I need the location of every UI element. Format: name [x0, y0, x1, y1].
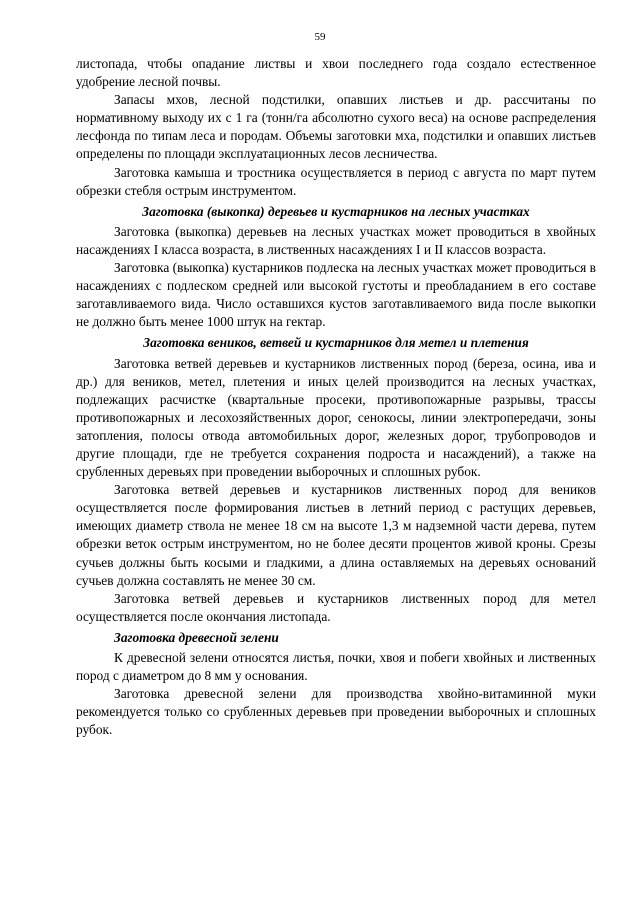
paragraph-moss-reserves: Запасы мхов, лесной подстилки, опавших листьев и др. рассчитаны по нормативному выходу их с 1 га (тонн/га абсолютно сухого веса) на основе распределения лесфонда по типам леса и породам. Объемы заготовки мха, подстилки и опавших листьев определены по площади эксплуатационных лесов лесничества. [76, 92, 596, 162]
page-number: 59 [314, 31, 326, 43]
paragraph-branch-harvest: Заготовка ветвей деревьев и кустарников лиственных пород (береза, осина, ива и др.) для веников, метел, плетения и иных целей производится на лесных участках, подлежащих расчистке (квартальные просеки, противопожарные разрывы, трассы противопожарных и лесохозяйственных дорог, сенокосы, линии электропередачи, зоны затопления, полосы отвода автомобильных дорог, железных дорог, трубопроводов и другие площади, где не требуется сохранения подроста и насаждений), а также на срубленных деревьях при проведении выборочных и сплошных рубок. [76, 355, 596, 480]
document-body [76, 55, 596, 739]
paragraph-shrub-digging: Заготовка (выкопка) кустарников подлеска на лесных участках может проводиться в насаждениях с подлеском средней или высокой густоты и преобладанием в его составе заготавливаемого вида. Число оставшихся кустов заготавливаемого вида после выкопки не должно быть менее 1000 штук на гектар. [76, 260, 596, 330]
paragraph-greenery-definition: К древесной зелени относятся листья, почки, хвоя и побеги хвойных и лиственных пород с диаметром до 8 мм у основания. [76, 650, 596, 684]
paragraph-continuation: листопада, чтобы опадание листвы и хвои последнего года создало естественное удобрение лесной почвы. [76, 56, 596, 90]
paragraph-tree-digging: Заготовка (выкопка) деревьев на лесных участках может проводиться в хвойных насаждениях I класса возраста, в лиственных насаждениях I и II классов возраста. [76, 223, 596, 257]
heading-tree-digging: Заготовка (выкопка) деревьев и кустарников на лесных участках [142, 203, 530, 219]
paragraph-besom-harvest: Заготовка ветвей деревьев и кустарников лиственных пород для метел осуществляется после окончания листопада. [76, 590, 596, 624]
heading-wood-greenery: Заготовка древесной зелени [114, 629, 279, 645]
paragraph-reed-harvest: Заготовка камыша и тростника осуществляется в период с августа по март путем обрезки стебля острым инструментом. [76, 164, 596, 198]
paragraph-broom-harvest: Заготовка ветвей деревьев и кустарников лиственных пород для веников осуществляется после формирования листьев в летний период с растущих деревьев, имеющих диаметр ствола не менее 18 см на высоте 1,3 м надземной части дерева, путем обрезки веток острым инструментом, но не более десяти процентов живой кроны. Срезы сучьев должны быть косыми и гладкими, а длина оставляемых на деревьях оснований сучьев должна составлять не менее 30 см. [76, 482, 596, 588]
paragraph-greenery-harvest: Заготовка древесной зелени для производства хвойно-витаминной муки рекомендуется только со срубленных деревьев при проведении выборочных и сплошных рубок. [76, 686, 596, 738]
heading-brooms-branches: Заготовка веников, ветвей и кустарников для метел и плетения [143, 335, 529, 351]
